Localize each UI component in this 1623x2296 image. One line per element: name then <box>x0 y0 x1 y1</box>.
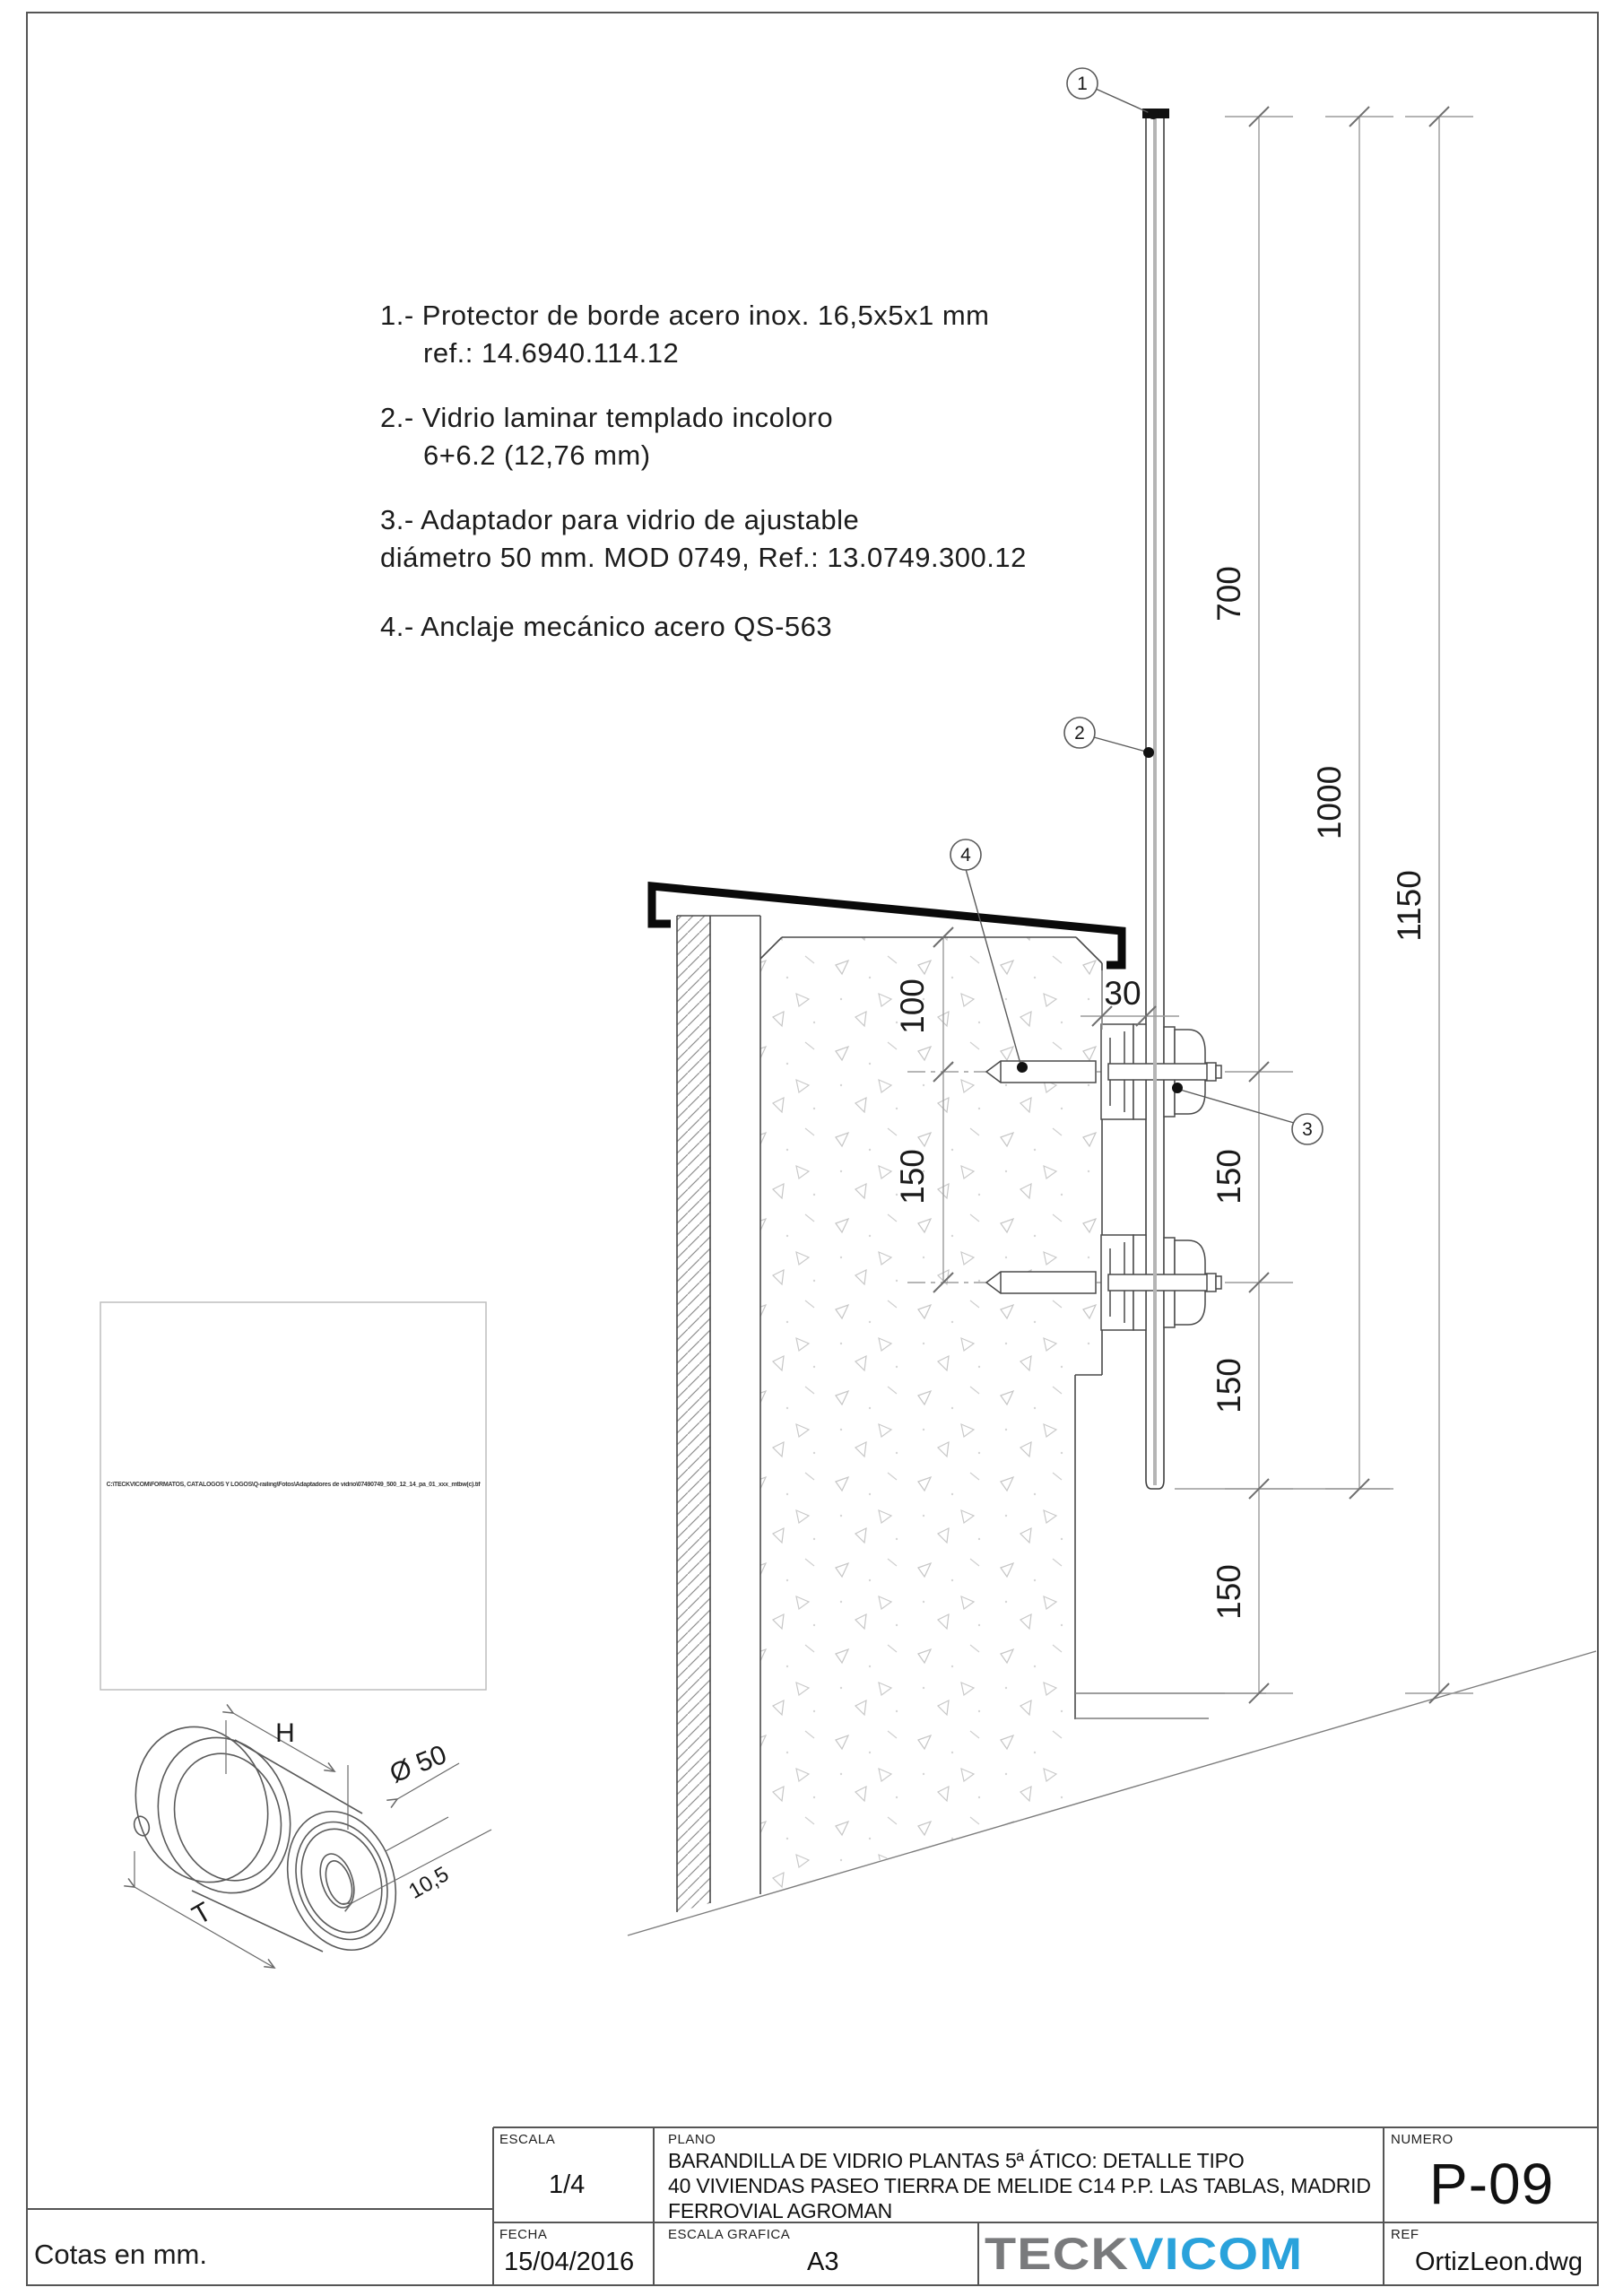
legend-item-3-spec: diámetro 50 mm. MOD 0749, Ref.: 13.0749.300.12 <box>380 542 1027 573</box>
escala-value: 1/4 <box>549 2170 586 2199</box>
plaster-hatch-band <box>677 916 710 1912</box>
leader-dot-4 <box>1017 1062 1028 1073</box>
plano-line-1: BARANDILLA DE VIDRIO PLANTAS 5ª ÁTICO: DETALLE TIPO <box>668 2149 1245 2172</box>
leader-dot-3 <box>1172 1083 1183 1093</box>
logo-teck-text: TECK <box>985 2229 1130 2279</box>
legend-item-2-spec: 6+6.2 (12,76 mm) <box>423 439 651 471</box>
leader-2 <box>1094 737 1146 752</box>
dim-150-a: 150 <box>1211 1149 1247 1205</box>
dim-1000: 1000 <box>1311 765 1348 840</box>
dim-150-left: 150 <box>894 1149 931 1205</box>
dim-150-c: 150 <box>1211 1564 1247 1620</box>
iso-label-t: T <box>187 1896 217 1931</box>
anchor-bolt <box>986 1272 1096 1293</box>
callout-number-1: 1 <box>1077 74 1088 94</box>
image-placeholder-box <box>100 1302 486 1690</box>
dim-700: 700 <box>1211 566 1247 622</box>
plano-line-3: FERROVIAL AGROMAN <box>668 2199 893 2222</box>
iso-back-disc-inner <box>159 1740 298 1895</box>
legend-item-2: 2.- Vidrio laminar templado incoloro <box>380 402 834 433</box>
units-note: Cotas en mm. <box>34 2239 207 2270</box>
leader-1 <box>1096 89 1150 113</box>
plano-line-2: 40 VIVIENDAS PASEO TIERRA DE MELIDE C14 P.P. LAS TABLAS, MADRID <box>668 2174 1371 2197</box>
ref-value: OrtizLeon.dwg <box>1415 2248 1583 2276</box>
leader-dot-2 <box>1143 747 1154 758</box>
iso-label-h: H <box>275 1718 295 1748</box>
cap-screw-tip <box>1216 1065 1221 1078</box>
escala-label: ESCALA <box>499 2132 556 2147</box>
cap-screw-tip <box>1216 1276 1221 1289</box>
through-bolt <box>1108 1064 1207 1080</box>
ext-mid <box>1225 1072 1473 1693</box>
legend-item-1-ref: ref.: 14.6940.114.12 <box>423 337 680 369</box>
iso-slot-inner <box>321 1857 357 1908</box>
iso-label-105: 10,5 <box>404 1862 454 1904</box>
iso-label-d50: Ø 50 <box>386 1739 451 1789</box>
dim-1150: 1150 <box>1391 870 1428 942</box>
fecha-value: 15/04/2016 <box>504 2248 635 2276</box>
dim-100: 100 <box>894 978 931 1034</box>
logo-vicom-text: VICOM <box>1129 2229 1304 2279</box>
dim-150-b: 150 <box>1211 1358 1247 1413</box>
teckvicom-logo <box>985 2228 1303 2280</box>
escala-grafica-label: ESCALA GRAFICA <box>668 2227 791 2242</box>
numero-value: P-09 <box>1429 2152 1555 2216</box>
callout-number-4: 4 <box>960 845 971 865</box>
escala-grafica-value: A3 <box>807 2248 839 2276</box>
iso-dim-105-line2 <box>386 1817 448 1851</box>
legend-item-4: 4.- Anclaje mecánico acero QS-563 <box>380 611 833 642</box>
ref-label: REF <box>1391 2227 1419 2242</box>
anchor-bolt <box>986 1061 1096 1083</box>
fecha-label: FECHA <box>499 2227 548 2242</box>
iso-side-hole <box>132 1814 152 1838</box>
iso-back-disc-front <box>138 1720 309 1910</box>
through-bolt <box>1108 1274 1207 1291</box>
leader-dot-1 <box>1148 109 1159 119</box>
callout-number-3: 3 <box>1302 1119 1313 1140</box>
legend-item-3: 3.- Adaptador para vidrio de ajustable <box>380 504 860 535</box>
legend-item-1: 1.- Protector de borde acero inox. 16,5x5x1 mm <box>380 300 990 331</box>
image-path-note: C:\TECKVICOM\FORMATOS, CATÁLOGOS Y LOGOS\Q-railing\Fotos\Adaptadores de vidrio\07490749_500_12_14_pa_01_xxx_mtbw(c).tif <box>106 1482 481 1488</box>
callout-number-2: 2 <box>1074 723 1085 744</box>
dim-30: 30 <box>1104 975 1141 1012</box>
numero-label: NUMERO <box>1391 2132 1454 2147</box>
iso-front-rim-mid <box>282 1810 403 1952</box>
plano-label: PLANO <box>668 2132 716 2147</box>
